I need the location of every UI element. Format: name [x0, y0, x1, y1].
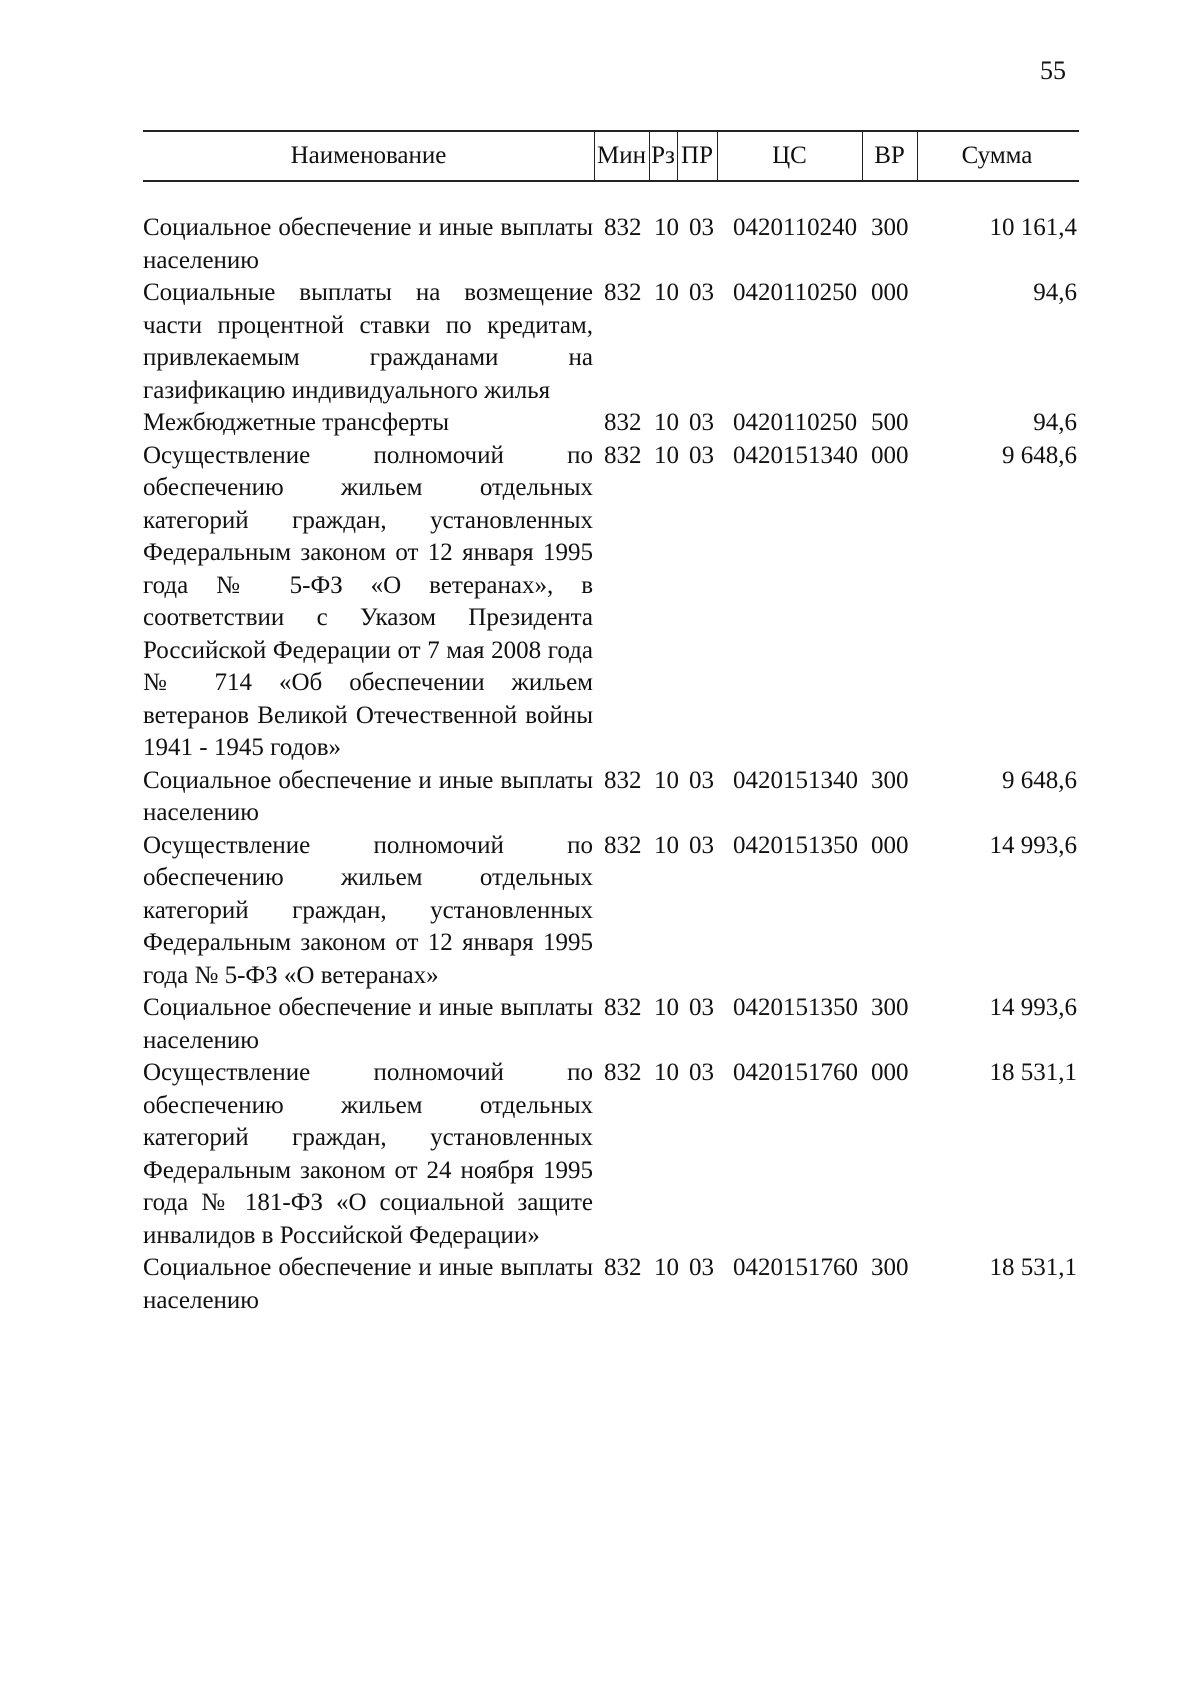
row-pr: 03 [689, 994, 714, 1021]
row-cs: 0420151350 [733, 831, 858, 859]
table-header [143, 130, 1079, 182]
row-rz: 10 [654, 441, 679, 469]
row-rz: 10 [654, 1059, 679, 1086]
row-pr: 03 [689, 214, 714, 241]
header-sum: Сумма [961, 142, 1033, 169]
row-rz: 10 [654, 409, 679, 436]
row-pr: 03 [689, 766, 714, 794]
row-vr: 000 [871, 441, 909, 469]
row-min: 832 [604, 831, 642, 859]
table-row [143, 830, 1079, 993]
row-rz: 10 [654, 214, 679, 241]
row-cs: 0420110250 [733, 409, 858, 436]
row-vr: 300 [871, 214, 909, 241]
header-vr: ВР [874, 142, 905, 169]
row-vr: 300 [871, 766, 909, 794]
row-sum: 94,6 [1033, 409, 1077, 436]
row-pr: 03 [689, 409, 714, 436]
row-pr: 03 [689, 279, 714, 306]
table-row [143, 407, 1079, 440]
row-name: Социальное обеспечение и иные выплаты населению [143, 214, 593, 274]
row-rz: 10 [654, 1254, 679, 1281]
row-min: 832 [604, 214, 642, 241]
row-rz: 10 [654, 766, 679, 794]
table-row [143, 1057, 1079, 1252]
row-vr: 000 [871, 1059, 909, 1086]
header-rz: Рз [651, 142, 675, 169]
row-rz: 10 [654, 279, 679, 306]
row-vr: 000 [871, 279, 909, 306]
budget-table [143, 130, 1079, 1317]
row-vr: 500 [871, 409, 909, 436]
row-rz: 10 [654, 831, 679, 859]
row-cs: 0420151760 [733, 1254, 858, 1281]
row-cs: 0420151350 [733, 994, 858, 1021]
header-pr: ПР [681, 142, 713, 169]
table-row [143, 1252, 1079, 1317]
table-body [143, 212, 1079, 1317]
header-min: Мин [597, 142, 646, 169]
table-row [143, 992, 1079, 1057]
row-sum: 10 161,4 [989, 214, 1077, 241]
header-cs: ЦС [772, 142, 807, 169]
row-vr: 300 [871, 994, 909, 1021]
row-cs: 0420110250 [733, 279, 858, 306]
row-cs: 0420151340 [733, 441, 858, 469]
row-min: 832 [604, 766, 642, 794]
table-row [143, 440, 1079, 765]
row-name: Социальные выплаты на возмещение части процентной ставки по кредитам, привлекаемым гражданами на газификацию индивидуального жилья [143, 279, 593, 404]
row-pr: 03 [689, 441, 714, 469]
row-min: 832 [604, 279, 642, 306]
table-row [143, 277, 1079, 407]
row-name: Социальное обеспечение и иные выплаты населению [143, 766, 593, 826]
row-pr: 03 [689, 1059, 714, 1086]
row-cs: 0420151340 [733, 766, 858, 794]
row-min: 832 [604, 1059, 642, 1086]
row-sum: 14 993,6 [989, 994, 1077, 1021]
row-name: Осуществление полномочий по обеспечению жильем отдельных категорий граждан, установленных Федеральным законом от 12 января 1995 года № 5-ФЗ «О ветеранах», в соответствии с Указом Президента Российской Федерации от 7 мая 2008 года № 714 «Об обеспечении жильем ветеранов Великой Отечественной войны 1941 - 1945 годов» [143, 441, 593, 761]
row-name: Межбюджетные трансферты [143, 409, 450, 436]
header-name: Наименование [290, 142, 447, 169]
row-name: Осуществление полномочий по обеспечению жильем отдельных категорий граждан, установленных Федеральным законом от 12 января 1995 года № 5-ФЗ «О ветеранах» [143, 831, 593, 989]
row-cs: 0420110240 [733, 214, 858, 241]
table-row [143, 212, 1079, 277]
row-sum: 9 648,6 [1002, 441, 1077, 469]
row-pr: 03 [689, 831, 714, 859]
row-name: Социальное обеспечение и иные выплаты населению [143, 994, 593, 1054]
row-sum: 94,6 [1033, 279, 1077, 306]
row-min: 832 [604, 441, 642, 469]
row-min: 832 [604, 994, 642, 1021]
row-sum: 18 531,1 [989, 1059, 1077, 1086]
row-sum: 9 648,6 [1002, 766, 1077, 794]
row-vr: 000 [871, 831, 909, 859]
page-number: 55 [1040, 56, 1066, 85]
row-name: Осуществление полномочий по обеспечению жильем отдельных категорий граждан, установленных Федеральным законом от 24 ноября 1995 года № 181-ФЗ «О социальной защите инвалидов в Российской Федерации» [143, 1059, 593, 1249]
row-vr: 300 [871, 1254, 909, 1281]
row-min: 832 [604, 1254, 642, 1281]
row-min: 832 [604, 409, 642, 436]
row-cs: 0420151760 [733, 1059, 858, 1086]
row-name: Социальное обеспечение и иные выплаты населению [143, 1254, 593, 1314]
row-rz: 10 [654, 994, 679, 1021]
row-pr: 03 [689, 1254, 714, 1281]
row-sum: 14 993,6 [989, 831, 1077, 859]
row-sum: 18 531,1 [989, 1254, 1077, 1281]
table-row [143, 765, 1079, 830]
